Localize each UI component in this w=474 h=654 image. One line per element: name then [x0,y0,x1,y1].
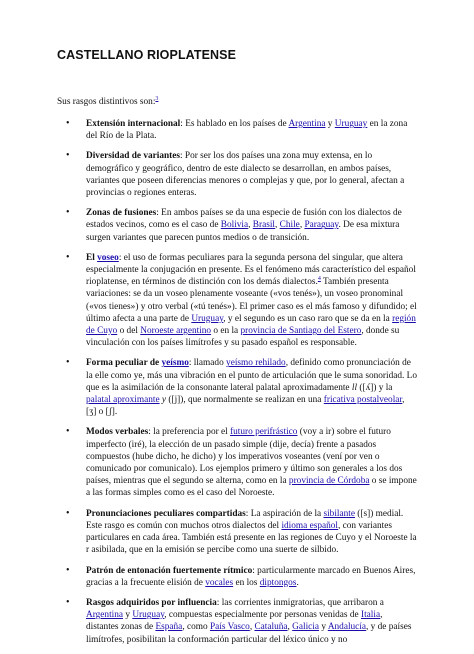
text-span: . De esa mixtura surgen variantes que parecen puntos medios o de transición. [86,220,400,243]
text-span: y [319,622,328,633]
text-span: : Es hablado en los países de [180,119,289,129]
list-item [0,565,474,589]
text-span: Zonas de fusiones [86,208,157,219]
inline-link[interactable]: País Vasco [209,622,250,633]
text-span: , [275,220,280,231]
inline-link[interactable]: región de Cuyo [86,313,416,337]
inline-link[interactable]: Cataluña [254,622,288,633]
text-span: , y de países limítrofes, posibilitan la conformación particular del léxico único y no [86,622,412,645]
text-span: , [248,220,253,231]
inline-link[interactable]: diptongos [259,577,297,588]
inline-link[interactable]: Paraguay [304,220,339,231]
text-span: , [249,622,255,633]
features-list [0,118,474,654]
text-span: , con variantes particulares en cada área. También está presente en las regiones de Cuyo y el Noroeste la r asibilada, que en la emisión se percibe como una suerte de silbido. [86,520,417,556]
inline-link[interactable]: Galicia [292,622,320,633]
text-span: Extensión internacional [86,119,181,129]
text-span: : Por ser los dos países una zona muy extensa, en lo demográfico y geográfico, dentro de este dialecto se desarrollan, en ambos países, variantes que poseen diferencias menores o complejas y que, por lo general, afectan a provincias o regiones enteras. [86,151,405,199]
text-span: Diversidad de variantes [86,151,180,162]
list-item [0,207,474,244]
text-span: : La aspiración de la [245,508,324,519]
text-span: Forma peculiar de [86,358,162,369]
text-span: , distantes zonas de [86,610,383,633]
text-span: en los [233,577,260,588]
text-span: , [287,622,293,633]
inline-link[interactable]: fricativa postalveolar [323,395,403,406]
inline-link[interactable]: provincia de Córdoba [288,476,370,487]
text-span: , [299,220,305,231]
inline-link[interactable]: Uruguay [191,313,224,324]
inline-link[interactable]: Italia [360,610,381,621]
inline-link[interactable]: Bolivia [220,220,249,231]
text-span: : particularmente marcado en Buenos Aires, gracias a la frecuente elisión de [86,565,416,588]
inline-link[interactable]: Uruguay [132,610,165,621]
text-span: (voy a ir) sobre el futuro imperfecto (iré), la elección de un pasado simple (dije, decía) frente a pasados compuestos (hube dicho, he dicho) y los imperativos voseantes (vení por ven o comunicado por comunicalo). Los ejemplos primero y último son generales a los dos países, mientras que el segundo se alterna, como en la [86,427,403,487]
text-span: Patrón de entonación fuertemente rítmico [86,565,253,576]
text-span: El [86,252,98,263]
text-span: y [325,119,335,129]
text-span: o en la [211,326,241,337]
text-span: , compuestas especialmente por personas venidas de [164,610,361,621]
inline-link[interactable]: Andalucía [327,622,367,633]
inline-link[interactable]: sibilante [323,508,355,519]
inline-link[interactable]: vocales [205,577,234,588]
list-item [0,357,474,418]
inline-link[interactable]: yeísmo [161,358,189,369]
text-span: : el uso de formas peculiares para la segunda persona del singular, que altera especialmente la conjugación en presente. Es el fenómeno más característico del español rioplatense, en términos de distinción con los demás dialectos. [86,252,416,288]
inline-link[interactable]: provincia de Santiago del Estero [240,326,362,337]
text-span: También presenta variaciones: se da un voseo plenamente voseante («vos tenés»), un voseo pronominal («vos tienes») y otro verbal («tú tenés»). El primer caso es el más famoso y difundido; el último afecta a una parte de [86,277,417,324]
intro-paragraph [57,97,158,107]
inline-link[interactable]: Chile [279,220,300,231]
inline-link[interactable]: 4 [317,276,321,283]
inline-link[interactable]: Noroeste argentino [140,326,212,337]
text-span: Modos verbales [86,427,149,438]
list-item [0,597,474,646]
text-span: ([j]), que normalmente se realizan en una [166,395,324,406]
text-span: : las corrientes inmigratorias, que arribaron a [216,597,384,608]
text-span: , definido como pronunciación de la elle como ye, más una vibración en el punto de articulación que le suma sonoridad. Lo que es la asimilación de la consonante lateral palatal aproximadamente [86,358,417,393]
list-item [0,252,474,350]
text-span: , [ʒ] o [ʃ]. [86,395,405,418]
list-item [0,508,474,557]
text-span: y [123,610,133,621]
text-span: , como [182,622,210,633]
inline-link[interactable]: Argentina [288,119,326,129]
text-span: Pronunciaciones peculiares compartidas [86,508,246,519]
footnote-ref-link[interactable]: 3 [155,95,159,102]
inline-link[interactable]: palatal aproximante [86,395,160,406]
text-span: , donde su vinculación con los países limítrofes y su pasado español es responsable. [86,326,400,349]
text-span: : llamado [188,358,227,369]
inline-link[interactable]: yeísmo rehilado [226,358,286,369]
text-span: en la zona del Río de la Plata. [86,119,408,142]
text-span: Rasgos adquiridos por influencia [86,597,217,608]
text-span: ([ʎ]) y la [357,382,393,393]
text-span: y [161,395,167,406]
text-span: o se impone a las formas simples como es el caso del Noroeste. [86,476,417,499]
text-span: o del [117,326,141,337]
page-title: CASTELLANO RIOPLATENSE [57,48,237,62]
text-span: : la preferencia por el [148,427,231,438]
inline-link[interactable]: Brasil [252,220,276,231]
inline-link[interactable]: Argentina [86,610,124,621]
inline-link[interactable]: Uruguay [334,119,368,129]
inline-link[interactable]: idioma español [281,520,338,531]
inline-link[interactable]: voseo [97,252,119,263]
text-span: ll [351,382,358,393]
text-span: . [296,577,299,588]
inline-link[interactable]: España [155,622,183,633]
text-span: , y el segundo es un caso raro que se da en la [223,313,393,324]
inline-link[interactable]: futuro perifrástico [230,427,298,438]
list-item [0,150,474,199]
list-item [0,426,474,499]
list-item [0,118,474,142]
text-span: : En ambos países se da una especie de fusión con los dialectos de estados vecinos, como es el caso de [86,208,402,231]
text-span: ([s]) medial. Este rasgo es común con muchos otros dialectos del [86,508,404,531]
intro-text: Sus rasgos distintivos son: [57,97,156,107]
